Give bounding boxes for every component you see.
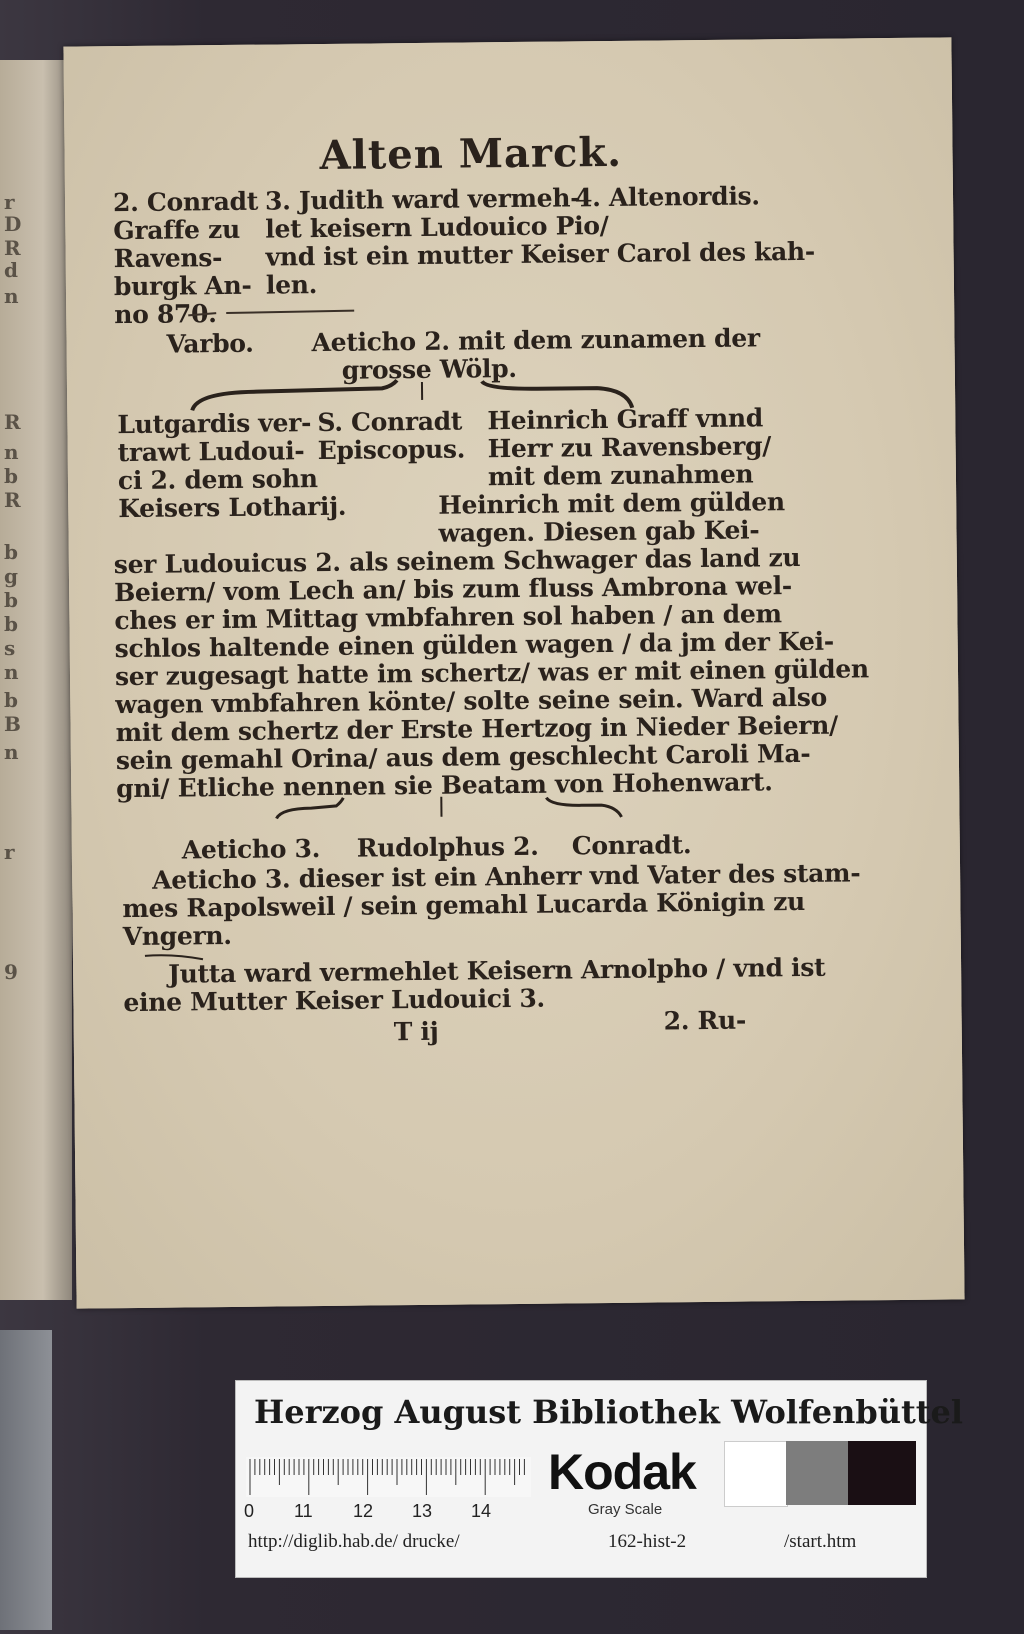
gen3-col2-line: S. Conradt	[317, 406, 463, 438]
gen1-col1-line: Ravens-	[113, 243, 223, 274]
gray-scale-label: Gray Scale	[588, 1501, 663, 1518]
gen1-col3-line: 4. Altenordis.	[574, 181, 760, 213]
gen3-col3-line: wagen. Diesen gab Kei-	[438, 515, 760, 548]
library-color-target	[235, 1380, 964, 1578]
gen2-right-line: grosse Wölp.	[341, 353, 517, 385]
paragraph-line: ches er im Mittag vmbfahren sol haben / an dem	[114, 599, 782, 636]
library-title: Herzog August Bibliothek Wolfenbüttel	[254, 1393, 964, 1431]
ruler-number: 0	[244, 1501, 255, 1521]
paragraph-line: sein gemahl Orina/ aus dem geschlecht Caroli Ma-	[115, 738, 811, 776]
gen1-col2-line: 3. Judith ward vermeh-	[264, 183, 581, 216]
gen3-col3-line: Heinrich mit dem gülden	[438, 487, 785, 520]
gen4-name: Aeticho 3.	[181, 834, 321, 865]
ruler-number: 12	[353, 1501, 374, 1521]
kodak-logo: Kodak	[548, 1444, 696, 1500]
gen3-col2-line: Episcopus.	[317, 434, 466, 466]
facing-page-fragment: d	[4, 258, 18, 282]
facing-page-fragment: n	[4, 440, 19, 464]
facing-page-fragment: R	[4, 488, 21, 512]
facing-page-fragment: R	[4, 236, 21, 260]
facing-page-fragment: b	[4, 688, 18, 712]
facing-page-fragment: r	[4, 190, 15, 214]
page-heading: Alten Marck.	[319, 128, 623, 180]
gen1-col1-line: burgk An-	[113, 270, 252, 302]
left-strip	[0, 1330, 52, 1630]
ruler-number: 13	[412, 1501, 433, 1521]
gen3-col1-line: trawt Ludoui-	[117, 436, 305, 468]
gen1-col2-line: vnd ist ein mutter Keiser Carol des kah-	[265, 236, 816, 272]
paragraph2-line: Vngern.	[122, 920, 232, 952]
paragraph-line: ser Ludouicus 2. als seinem Schwager das land zu	[113, 542, 801, 580]
facing-page-fragment: n	[4, 660, 19, 684]
signature-mark: T ij	[393, 1016, 439, 1047]
gen2-left: Varbo.	[166, 328, 254, 359]
url-part: http://diglib.hab.de/ drucke/	[248, 1531, 460, 1552]
facing-page-fragment: b	[4, 612, 18, 636]
gen1-col1-line: 2. Conradt	[112, 186, 259, 218]
facing-page-fragment: b	[4, 464, 18, 488]
paragraph-line: mit dem schertz der Erste Hertzog in Nieder Beiern/	[115, 710, 838, 748]
gen3-col1-line: ci 2. dem sohn	[117, 464, 318, 496]
gen4-name: Conradt.	[571, 830, 692, 861]
gen3-col3-line: Heinrich Graff vnnd	[487, 403, 764, 436]
facing-page-fragment: 9	[4, 960, 18, 984]
facing-page-fragment: r	[4, 840, 15, 864]
gray-swatch-dark	[848, 1441, 916, 1505]
paragraph-line: gni/ Etliche nennen sie Beatam von Hohenwart.	[116, 767, 773, 804]
paragraph-line: wagen vmbfahren könte/ solte seine sein. Ward also	[115, 682, 828, 720]
facing-page-fragment: n	[4, 284, 19, 308]
gen1-col1-line: Graffe zu	[113, 214, 241, 246]
gen2-right-line: Aeticho 2. mit dem zunamen der	[311, 323, 760, 358]
gray-swatch-mid	[786, 1441, 848, 1505]
paragraph2-line: Aeticho 3. dieser ist ein Anherr vnd Vater des stam-	[151, 858, 861, 895]
gray-swatch-white	[724, 1441, 788, 1507]
paragraph-line: schlos haltende einen gülden wagen / da jm der Kei-	[114, 626, 834, 664]
paragraph3-line: Jutta ward vermehlet Keisern Arnolpho / vnd ist	[167, 952, 826, 989]
catchword: 2. Ru-	[663, 1005, 747, 1036]
paragraph-line: ser zugesagt hatte im schertz/ was er mit einen gülden	[114, 654, 869, 692]
gen1-col2-line: len.	[265, 270, 318, 300]
ruler-number: 11	[294, 1501, 313, 1521]
family-brace-2	[271, 792, 691, 826]
ruler-number: 14	[471, 1501, 492, 1521]
url-part: /start.htm	[784, 1531, 857, 1552]
facing-page-edge	[0, 60, 72, 1300]
gen3-col1-line: Lutgardis ver-	[117, 408, 312, 440]
book-page	[63, 37, 964, 1308]
connector-line	[186, 306, 356, 320]
facing-page-fragment: D	[4, 212, 22, 236]
gen3-col3-line: Herr zu Ravensberg/	[487, 431, 772, 464]
paragraph-line: Beiern/ vom Lech an/ bis zum fluss Ambrona wel-	[113, 571, 793, 608]
facing-page-fragment: B	[4, 712, 21, 736]
gen1-col2-line: let keisern Ludouico Pio/	[265, 210, 609, 244]
facing-page-fragment: R	[4, 410, 21, 434]
paragraph3-line: eine Mutter Keiser Ludouici 3.	[123, 983, 546, 1018]
paragraph2-line: mes Rapolsweil / sein gemahl Lucarda Königin zu	[122, 886, 806, 924]
gen4-name: Rudolphus 2.	[356, 831, 539, 863]
gen3-col1-line: Keisers Lotharij.	[118, 491, 347, 524]
facing-page-fragment: g	[4, 564, 18, 588]
gen1-col1-line: no 870.	[114, 299, 217, 330]
url-part: 162-hist-2	[608, 1531, 687, 1552]
facing-page-fragment: b	[4, 540, 18, 564]
facing-page-fragment: s	[4, 636, 16, 660]
facing-page-fragment: b	[4, 588, 18, 612]
gen3-col3-line: mit dem zunahmen	[487, 459, 754, 492]
facing-page-fragment: n	[4, 740, 19, 764]
